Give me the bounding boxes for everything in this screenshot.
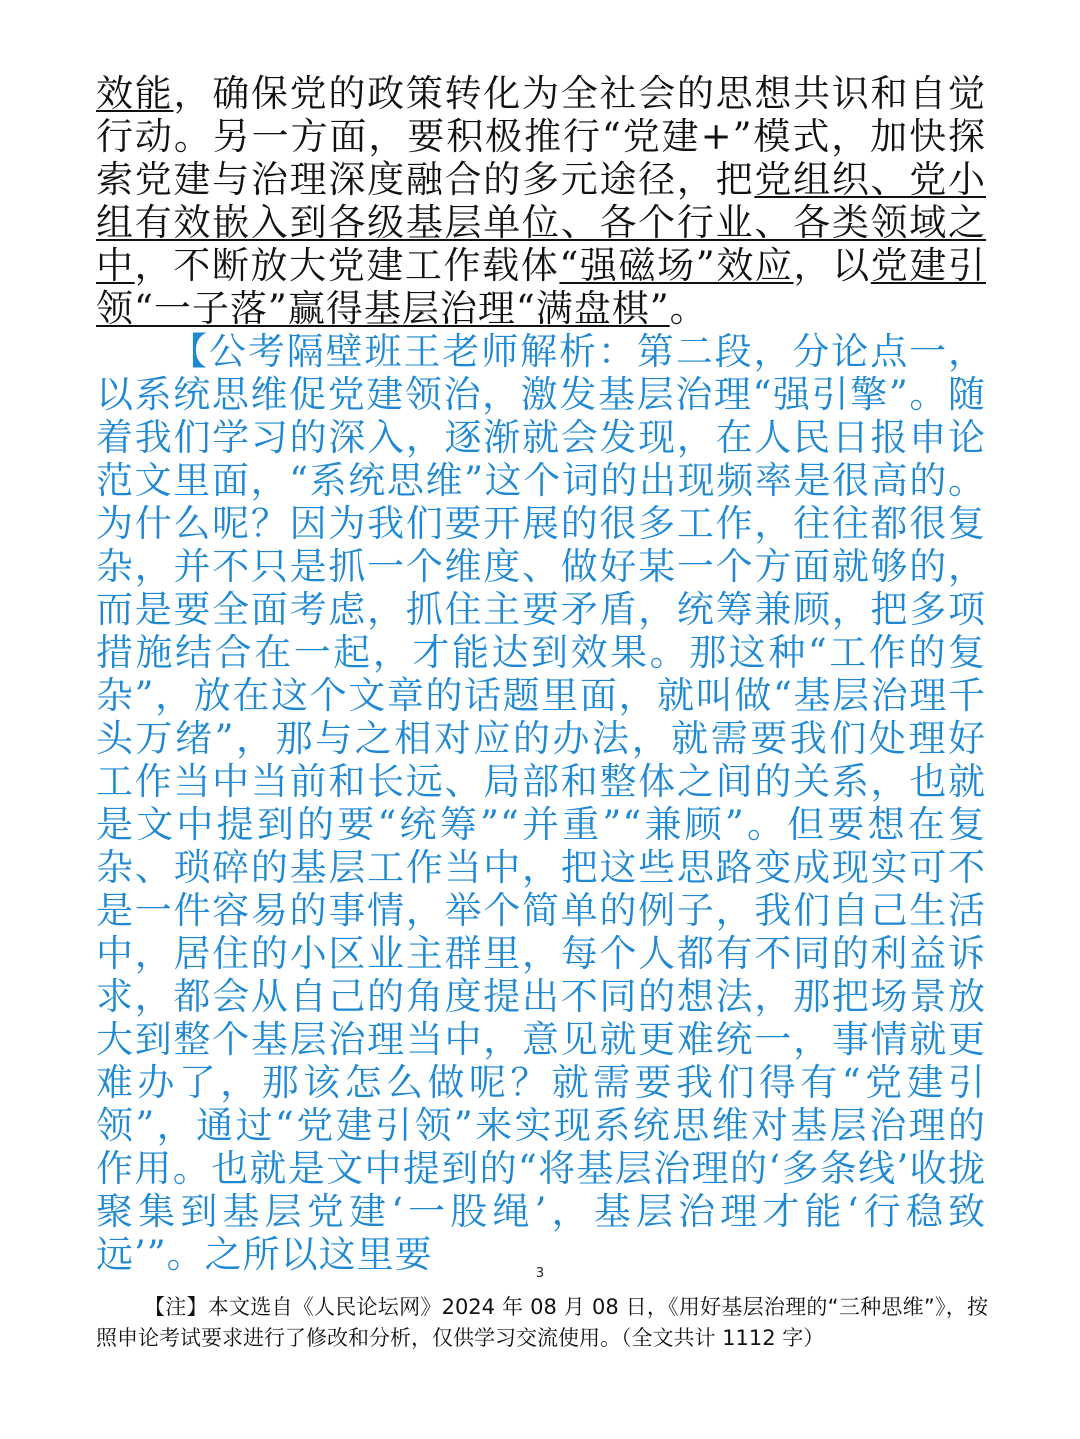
analysis-paragraph: 【公考隔壁班王老师解析：第二段，分论点一，以系统思维促党建领治，激发基层治理“强引擎”。随着我们学习的深入，逐渐就会发现，在人民日报申论范文里面，“系统思维”这个词的出现频率是很高的。为什么呢？因为我们要开展的很多工作，往往都很复杂，并不只是抓一个维度、做好某一个方面就够的，而是要全面考虑，抓住主要矛盾，统筹兼顾，把多项措施结合在一起，才能达到效果。那这种“工作的复杂”，放在这个文章的话题里面，就叫做“基层治理千头万绪”，那与之相对应的办法，就需要我们处理好工作当中当前和长远、局部和整体之间的关系，也就是文中提到的要“统筹”“并重”“兼顾”。但要想在复杂、琐碎的基层工作当中，把这些思路变成现实可不是一件容易的事情，举个简单的例子，我们自己生活中，居住的小区业主群里，每个人都有不同的利益诉求，都会从自己的角度提出不同的想法，那把场景放大到整个基层治理当中，意见就更难统一，事情就更难办了，那该怎么做呢？就需要我们得有“党建引领”，通过“党建引领”来实现系统思维对基层治理的作用。也就是文中提到的“将基层治理的‘多条线’收拢聚集到基层党建‘一股绳’，基层治理才能‘行稳致远’”。之所以这里要 bbox=[96, 330, 986, 1276]
body-text: ，以 bbox=[793, 244, 871, 287]
underlined-phrase: 党组织、党小组有效嵌入到各级基层单位、各个行业、各类领域之中 bbox=[96, 158, 987, 287]
body-paragraph bbox=[96, 72, 986, 330]
body-text: ，不断放大党建工作载体 bbox=[134, 244, 560, 287]
underlined-phrase: 效能 bbox=[96, 72, 174, 115]
body-text: 。 bbox=[669, 287, 708, 330]
underlined-phrase: 党建引领“一子落”赢得基层治理“满盘棋” bbox=[96, 244, 987, 330]
footnote: 【注】本文选自《人民论坛网》2024 年 08 月 08 日，《用好基层治理的“三种思维”》，按照申论考试要求进行了修改和分析，仅供学习交流使用。（全文共计 1112 字） bbox=[96, 1295, 988, 1350]
body-text: ，确保党的政策转化为全社会的思想共识和自觉行动。另一方面，要积极推行“党建+”模式，加快探索党建与治理深度融合的多元途径，把 bbox=[96, 72, 987, 201]
underlined-phrase: “强磁场”效应 bbox=[559, 244, 794, 287]
page-number: 3 bbox=[535, 1266, 545, 1281]
document-page bbox=[96, 72, 986, 1276]
